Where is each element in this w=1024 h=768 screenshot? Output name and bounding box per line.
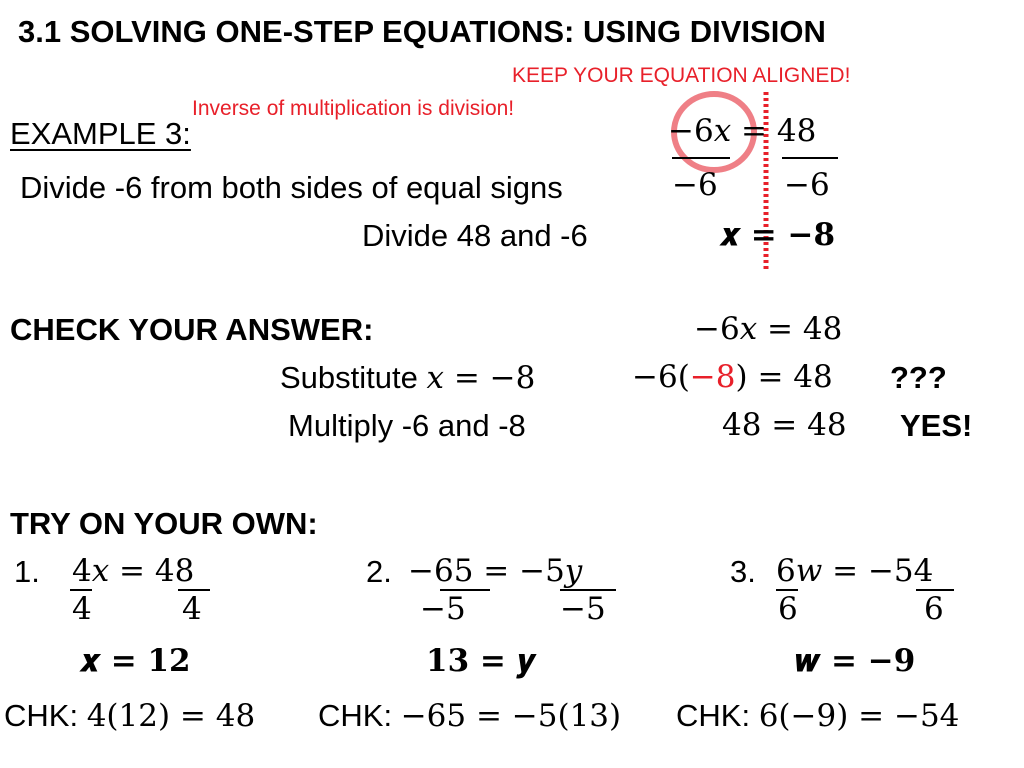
example-equation: −6𝑥 = 48 xyxy=(668,113,817,149)
example-denominator-left: −6 xyxy=(672,167,718,203)
problem-1-equation: 4𝑥 = 48 xyxy=(72,553,195,589)
problem-2-denominator-right: −5 xyxy=(560,591,606,627)
substitute-math: 𝑥 = −8 xyxy=(426,360,536,396)
problem-1-check-math: 4(12) = 48 xyxy=(86,698,256,734)
example-step-1: Divide -6 from both sides of equal signs xyxy=(20,170,563,205)
problem-2-number: 2. xyxy=(366,554,392,589)
problem-2-check xyxy=(318,700,621,732)
problem-3-check xyxy=(676,700,959,732)
problem-3-number: 3. xyxy=(730,554,756,589)
try-label: TRY ON YOUR OWN: xyxy=(10,506,318,541)
substituted-right: ) = 48 xyxy=(735,359,833,395)
problem-1-denominator-right: 4 xyxy=(182,591,202,627)
problem-1-number: 1. xyxy=(14,554,40,589)
problem-1-answer: 𝒙 = 𝟏𝟐 xyxy=(80,643,191,679)
substituted-value: −8 xyxy=(689,359,736,395)
check-label: CHECK YOUR ANSWER: xyxy=(10,312,374,347)
problem-3-check-label: CHK: xyxy=(676,698,759,733)
check-substitute-line xyxy=(280,362,535,394)
check-question-mark: ??? xyxy=(890,360,947,395)
check-substituted-equation xyxy=(632,359,833,395)
substituted-left: −6( xyxy=(632,359,690,395)
example-fraction-bar-left xyxy=(672,157,730,159)
check-yes: YES! xyxy=(900,408,973,443)
problem-2-answer: 𝟏𝟑 = 𝒚 xyxy=(426,643,536,679)
problem-1-check-label: CHK: xyxy=(4,698,87,733)
check-multiply-text: Multiply -6 and -8 xyxy=(288,408,526,443)
page-title: 3.1 SOLVING ONE-STEP EQUATIONS: USING DIVISION xyxy=(18,14,826,49)
check-equation: −6𝑥 = 48 xyxy=(694,311,843,347)
example-label: EXAMPLE 3: xyxy=(10,116,191,151)
problem-3-denominator-left: 6 xyxy=(778,591,798,627)
substitute-text: Substitute xyxy=(280,360,427,395)
problem-3-equation: 6𝑤 = −54 xyxy=(776,553,934,589)
problem-1-check xyxy=(4,700,255,732)
problem-3-check-math: 6(−9) = −54 xyxy=(758,698,960,734)
example-fraction-bar-right xyxy=(782,157,838,159)
example-answer: 𝒙 = −𝟖 xyxy=(720,217,836,253)
problem-3-answer: 𝒘 = −𝟗 xyxy=(796,643,916,679)
problem-2-check-math: −65 = −5(13) xyxy=(400,698,622,734)
problem-1-denominator-left: 4 xyxy=(72,591,92,627)
example-step-2: Divide 48 and -6 xyxy=(362,218,588,253)
example-denominator-right: −6 xyxy=(784,167,830,203)
problem-2-check-label: CHK: xyxy=(318,698,401,733)
keep-aligned-note: KEEP YOUR EQUATION ALIGNED! xyxy=(512,64,851,87)
inverse-note: Inverse of multiplication is division! xyxy=(192,97,515,120)
problem-3-denominator-right: 6 xyxy=(924,591,944,627)
check-result: 48 = 48 xyxy=(722,407,847,443)
problem-2-equation: −65 = −5𝑦 xyxy=(408,553,583,589)
problem-2-denominator-left: −5 xyxy=(420,591,466,627)
